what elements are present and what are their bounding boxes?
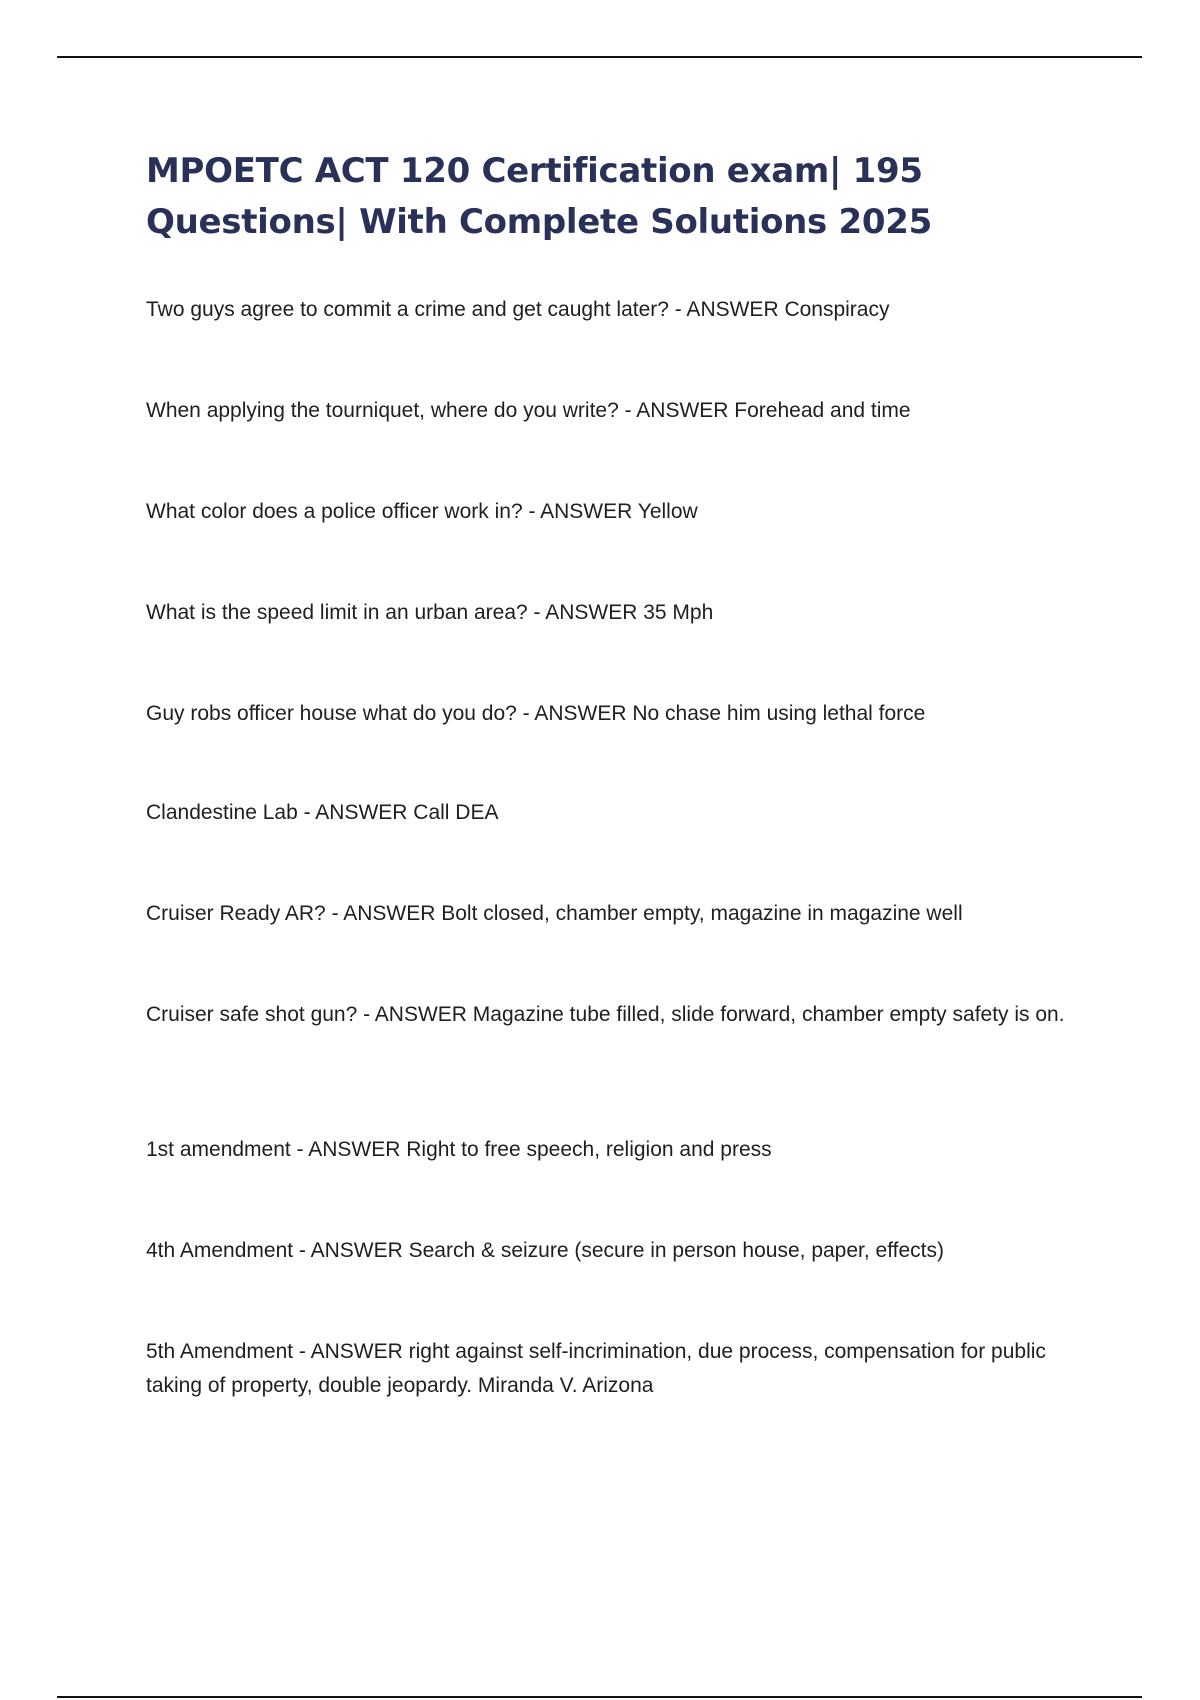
qa-item: Two guys agree to commit a crime and get caught later? - ANSWER Conspiracy bbox=[146, 298, 890, 321]
qa-item: What color does a police officer work in? - ANSWER Yellow bbox=[146, 500, 698, 523]
qa-item: When applying the tourniquet, where do you write? - ANSWER Forehead and time bbox=[146, 399, 911, 422]
qa-item: 5th Amendment - ANSWER right against self-incrimination, due process, compensation for public taking of property, double jeopardy. Miranda V. Arizona bbox=[146, 1340, 1046, 1397]
qa-item: 1st amendment - ANSWER Right to free speech, religion and press bbox=[146, 1138, 772, 1161]
qa-item: 4th Amendment - ANSWER Search & seizure (secure in person house, paper, effects) bbox=[146, 1239, 945, 1262]
qa-item: Clandestine Lab - ANSWER Call DEA bbox=[146, 801, 499, 824]
document-title: MPOETC ACT 120 Certification exam| 195 Questions| With Complete Solutions 2025 bbox=[146, 151, 932, 242]
qa-item: Cruiser safe shot gun? - ANSWER Magazine tube filled, slide forward, chamber empty safety is on. bbox=[146, 1003, 1065, 1026]
bottom-divider bbox=[57, 1696, 1142, 1698]
qa-item: Guy robs officer house what do you do? - ANSWER No chase him using lethal force bbox=[146, 702, 926, 725]
qa-item: Cruiser Ready AR? - ANSWER Bolt closed, chamber empty, magazine in magazine well bbox=[146, 902, 963, 925]
qa-item: What is the speed limit in an urban area? - ANSWER 35 Mph bbox=[146, 601, 714, 624]
top-divider bbox=[57, 56, 1142, 58]
